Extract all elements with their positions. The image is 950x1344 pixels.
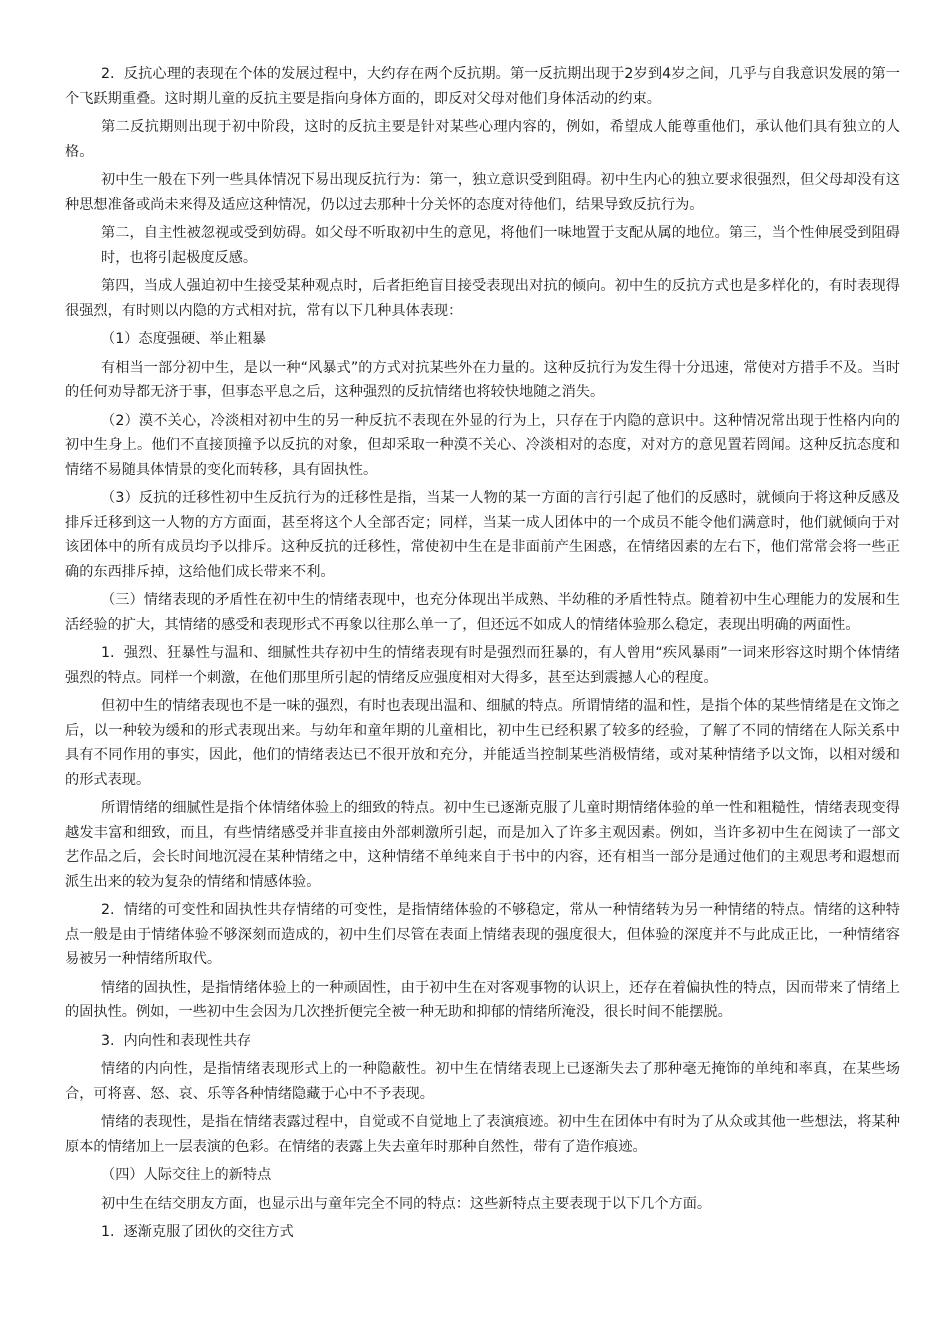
paragraph: 2. 反抗心理的表现在个体的发展过程中，大约存在两个反抗期。第一反抗期出现于2岁到4岁之间，几乎与自我意识发展的第一个飞跃期重叠。这时期儿童的反抗主要是指向身体方面的，即反对父母对他们身体活动的约束。 — [65, 66, 900, 107]
paragraph: 情绪的内向性，是指情绪表现形式上的一种隐蔽性。初中生在情绪表现上已逐渐失去了那种毫无掩饰的单纯和率真，在某些场合，可将喜、怒、哀、乐等各种情绪隐藏于心中不予表现。 — [65, 1061, 900, 1102]
paragraph: 第二反抗期则出现于初中阶段，这时的反抗主要是针对某些心理内容的，例如，希望成人能尊重他们，承认他们具有独立的人格。 — [65, 119, 900, 160]
paragraph: 第二，自主性被忽视或受到妨碍。如父母不听取初中生的意见，将他们一味地置于支配从属的地位。第三，当个性伸展受到阻碍时，也将引起极度反感。 — [101, 225, 900, 266]
paragraph: 情绪的表现性，是指在情绪表露过程中，自觉或不自觉地上了表演痕迹。初中生在团体中有时为了从众或其他一些想法，将某种原本的情绪加上一层表演的色彩。在情绪的表露上失去童年时那种自然性，带有了造作痕迹。 — [65, 1114, 900, 1155]
paragraph: 但初中生的情绪表现也不是一味的强烈，有时也表现出温和、细腻的特点。所谓情绪的温和性，是指个体的某些情绪是在文饰之后，以一种较为缓和的形式表现出来。与幼年和童年期的儿童相比，初中生已经积累了较多的经验，了解了不同的情绪在人际关系中具有不同作用的事实，因此，他们的情绪表达已不很开放和充分，并能适当控制某些消极情绪，或对某种情绪予以文饰，以相对缓和的形式表现。 — [65, 698, 900, 788]
section-subheading: 3. 内向性和表现性共存 — [101, 1032, 252, 1049]
paragraph: （2）漠不关心，冷淡相对初中生的另一种反抗不表现在外显的行为上，只存在于内隐的意识中。这种情况常出现于性格内向的初中生身上。他们不直接顶撞予以反抗的对象，但却采取一种漠不关心、冷淡相对的态度，对对方的意见置若罔闻。这种反抗态度和情绪不易随具体情景的变化而转移，具有固执性。 — [65, 412, 900, 478]
section-heading: （四）人际交往上的新特点 — [101, 1167, 272, 1183]
paragraph: 有相当一部分初中生，是以一种“风暴式”的方式对抗某些外在力量的。这种反抗行为发生得十分迅速，常使对方措手不及。当时的任何劝导都无济于事，但事态平息之后，这种强烈的反抗情绪也将较快地随之消失。 — [65, 359, 900, 400]
paragraph: （三）情绪表现的矛盾性在初中生的情绪表现中，也充分体现出半成熟、半幼稚的矛盾性特点。随着初中生心理能力的发展和生活经验的扩大，其情绪的感受和表现形式不再象以往那么单一了，但还远不如成人的情绪体验那么稳定，表现出明确的两面性。 — [65, 592, 900, 633]
section-subheading: 1. 逐渐克服了团伙的交往方式 — [101, 1224, 294, 1240]
paragraph: （3）反抗的迁移性初中生反抗行为的迁移性是指，当某一人物的某一方面的言行引起了他们的反感时，就倾向于将这种反感及排斥迁移到这一人物的方方面面，甚至将这个人全部否定；同样，当某一成人团体中的一个成员不能令他们满意时，他们就倾向于对该团体中的所有成员均予以排斥。这种反抗的迁移性，常使初中生在是非面前产生困惑，在情绪因素的左右下，他们常常会将一些正确的东西排斥掉，这给他们成长带来不利。 — [65, 490, 900, 580]
paragraph: 情绪的固执性，是指情绪体验上的一种顽固性，由于初中生在对客观事物的认识上，还存在着偏执性的特点，因而带来了情绪上的固执性。例如，一些初中生会因为几次挫折便完全被一种无助和抑郁的情绪所淹没，很长时间不能摆脱。 — [65, 979, 900, 1020]
paragraph: 1. 强烈、狂暴性与温和、细腻性共存初中生的情绪表现有时是强烈而狂暴的，有人曾用“疾风暴雨”一词来形容这时期个体情绪强烈的特点。同样一个刺激，在他们那里所引起的情绪反应强度相对大得多，甚至达到震撼人心的程度。 — [65, 645, 900, 686]
paragraph: 第四，当成人强迫初中生接受某种观点时，后者拒绝盲目接受表现出对抗的倾向。初中生的反抗方式也是多样化的，有时表现得很强烈，有时则以内隐的方式相对抗，常有以下几种具体表现： — [65, 278, 900, 319]
paragraph: 初中生一般在下列一些具体情况下易出现反抗行为：第一，独立意识受到阻碍。初中生内心的独立要求很强烈，但父母却没有这种思想准备或尚未来得及适应这种情况，仍以过去那种十分关怀的态度对待他们，结果导致反抗行为。 — [65, 172, 900, 213]
section-subheading: （1）态度强硬、举止粗暴 — [101, 331, 267, 347]
paragraph: 所谓情绪的细腻性是指个体情绪体验上的细致的特点。初中生已逐渐克服了儿童时期情绪体验的单一性和粗糙性，情绪表现变得越发丰富和细致，而且，有些情绪感受并非直接由外部刺激所引起，而是加入了许多主观因素。例如，当许多初中生在阅读了一部文艺作品之后，会长时间地沉浸在某种情绪之中，这种情绪不单纯来自于书中的内容，还有相当一部分是通过他们的主观思考和遐想而派生出来的较为复杂的情绪和情感体验。 — [65, 800, 900, 890]
paragraph: 2. 情绪的可变性和固执性共存情绪的可变性，是指情绪体验的不够稳定，常从一种情绪转为另一种情绪的特点。情绪的这种特点一般是由于情绪体验不够深刻而造成的，初中生们尽管在表面上情绪表现的强度很大，但体验的深度并不与此成正比，一种情绪容易被另一种情绪所取代。 — [65, 902, 900, 967]
paragraph: 初中生在结交朋友方面，也显示出与童年完全不同的特点：这些新特点主要表现于以下几个方面。 — [101, 1195, 712, 1212]
